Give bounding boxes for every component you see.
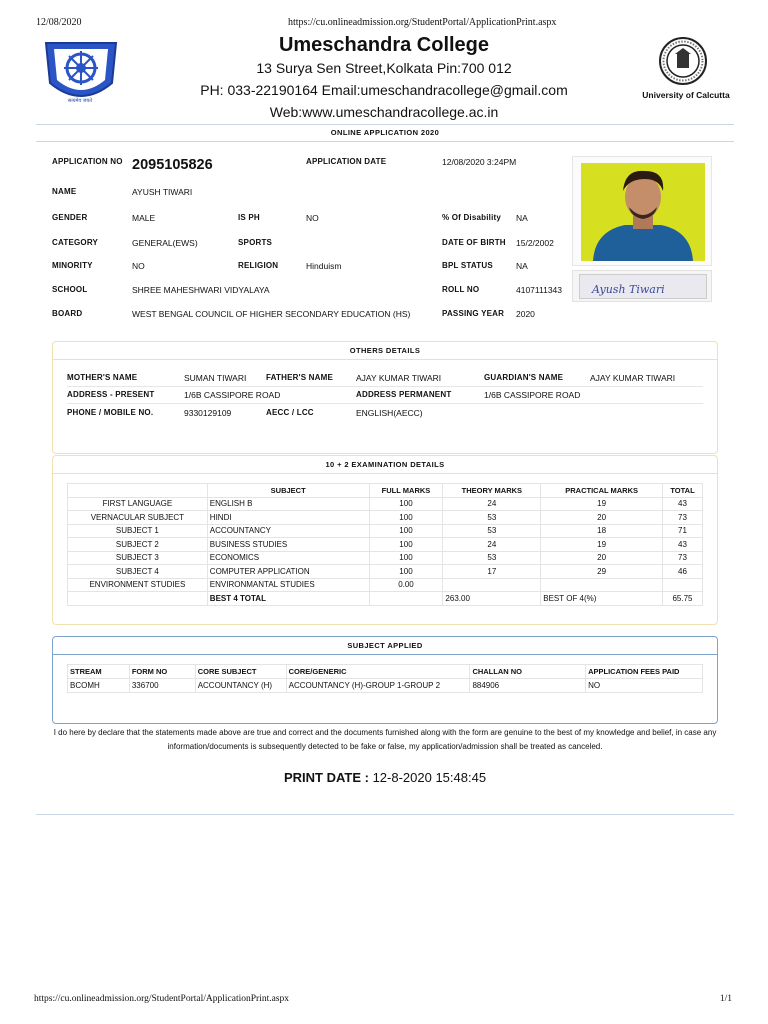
table-row [68, 511, 703, 525]
religion: Hinduism [306, 261, 342, 271]
school: SHREE MAHESHWARI VIDYALAYA [132, 285, 270, 295]
table-cell: 100 [369, 565, 443, 579]
disability-label: % Of Disability [442, 213, 502, 222]
table-row [68, 551, 703, 565]
is-ph-label: IS PH [238, 213, 260, 222]
name-label: NAME [52, 187, 77, 196]
table-cell: ENGLISH B [207, 497, 369, 511]
minority: NO [132, 261, 145, 271]
subject-header-cell: STREAM [68, 665, 130, 679]
browser-url[interactable]: https://cu.onlineadmission.org/StudentPortal/ApplicationPrint.aspx [288, 17, 557, 28]
table-cell: 53 [443, 511, 541, 525]
dob-label: DATE OF BIRTH [442, 238, 506, 247]
footer-url[interactable]: https://cu.onlineadmission.org/StudentPortal/ApplicationPrint.aspx [34, 994, 289, 1004]
exam-header-cell: THEORY MARKS [443, 484, 541, 498]
table-cell: ACCOUNTANCY (H) [195, 679, 286, 693]
table-cell: 43 [663, 538, 703, 552]
print-date [36, 770, 734, 785]
college-motto: सत्यमेव जयते [67, 98, 93, 104]
dob: 15/2/2002 [516, 238, 554, 248]
application-no-label: APPLICATION NO [52, 157, 123, 166]
table-cell: SUBJECT 4 [68, 565, 208, 579]
applicant-name: AYUSH TIWARI [132, 187, 193, 197]
table-row [68, 565, 703, 579]
divider [36, 814, 734, 815]
college-name: Umeschandra College [278, 34, 490, 56]
table-cell: 100 [369, 551, 443, 565]
subject-header-row [68, 665, 703, 679]
mother-label: MOTHER'S NAME [67, 373, 138, 382]
subject-header-cell: CHALLAN NO [470, 665, 586, 679]
applicant-photo [581, 163, 705, 261]
mother-name: SUMAN TIWARI [184, 373, 247, 383]
table-cell: 24 [443, 538, 541, 552]
table-cell: SUBJECT 3 [68, 551, 208, 565]
phone: 9330129109 [184, 408, 232, 418]
table-cell: 18 [541, 524, 663, 538]
aecc: ENGLISH(AECC) [356, 408, 423, 418]
application-date: 12/08/2020 3:24PM [442, 157, 517, 167]
table-cell: 20 [541, 511, 663, 525]
table-cell: NO [586, 679, 703, 693]
table-cell: ACCOUNTANCY [207, 524, 369, 538]
disability: NA [516, 213, 528, 223]
exam-header-cell [68, 484, 208, 498]
passing-year: 2020 [516, 309, 535, 319]
best4-pct-label: BEST OF 4(%) [541, 592, 663, 606]
table-cell: 336700 [129, 679, 195, 693]
exam-header-cell: PRACTICAL MARKS [541, 484, 663, 498]
table-cell: ENVIRONMENT STUDIES [68, 578, 208, 592]
others-details-title: OTHERS DETAILS [53, 342, 717, 360]
religion-label: RELIGION [238, 261, 279, 270]
phone-label: PHONE / MOBILE NO. [67, 408, 154, 417]
aecc-label: AECC / LCC [266, 408, 314, 417]
table-cell: BUSINESS STUDIES [207, 538, 369, 552]
applicant-photo-frame [572, 156, 712, 266]
gender-label: GENDER [52, 213, 88, 222]
father-label: FATHER'S NAME [266, 373, 334, 382]
address-present: 1/6B CASSIPORE ROAD [184, 390, 281, 400]
signature-frame [572, 270, 712, 302]
minority-label: MINORITY [52, 261, 93, 270]
sports-label: SPORTS [238, 238, 273, 247]
address-present-label: ADDRESS - PRESENT [67, 390, 155, 399]
table-cell: 100 [369, 511, 443, 525]
table-row [68, 578, 703, 592]
table-cell: 29 [541, 565, 663, 579]
best4-total-label: BEST 4 TOTAL [207, 592, 369, 606]
divider [67, 386, 703, 387]
table-cell: ENVIRONMANTAL STUDIES [207, 578, 369, 592]
school-label: SCHOOL [52, 285, 88, 294]
subject-header-cell: APPLICATION FEES PAID [586, 665, 703, 679]
roll-no: 4107111343 [516, 285, 563, 295]
table-cell: 73 [663, 551, 703, 565]
table-cell: SUBJECT 2 [68, 538, 208, 552]
table-cell [541, 578, 663, 592]
person-photo-icon [581, 163, 705, 261]
signature [579, 274, 707, 299]
divider [67, 403, 703, 404]
gender: MALE [132, 213, 156, 223]
table-cell: 100 [369, 497, 443, 511]
page-number: 1/1 [719, 994, 732, 1004]
college-address: 13 Surya Sen Street,Kolkata Pin:700 012 [256, 60, 512, 76]
exam-header-row [68, 484, 703, 498]
bpl-status: NA [516, 261, 528, 271]
category-label: CATEGORY [52, 238, 99, 247]
university-name: University of Calcutta [642, 90, 730, 100]
table-cell: ECONOMICS [207, 551, 369, 565]
best4-row [68, 592, 703, 606]
board: WEST BENGAL COUNCIL OF HIGHER SECONDARY EDUCATION (HS) [132, 309, 411, 319]
university-seal-icon [658, 36, 708, 86]
subject-applied-table [67, 664, 703, 693]
board-label: BOARD [52, 309, 83, 318]
table-cell: 100 [369, 538, 443, 552]
print-date-label: PRINT DATE : [283, 770, 369, 785]
divider [36, 141, 734, 142]
table-cell: 46 [663, 565, 703, 579]
college-header [150, 33, 618, 123]
college-web: Web:www.umeschandracollege.ac.in [269, 104, 499, 120]
table-cell: HINDI [207, 511, 369, 525]
exam-header-cell: SUBJECT [207, 484, 369, 498]
svg-text:Ayush Tiwari: Ayush Tiwari [592, 283, 665, 296]
exam-details-title: 10 + 2 EXAMINATION DETAILS [53, 456, 717, 474]
divider [36, 124, 734, 125]
table-cell: 53 [443, 524, 541, 538]
form-title: ONLINE APPLICATION 2020 [330, 128, 440, 137]
subject-header-cell: CORE SUBJECT [195, 665, 286, 679]
father-name: AJAY KUMAR TIWARI [356, 373, 442, 383]
roll-label: ROLL NO [442, 285, 480, 294]
subject-applied-title: SUBJECT APPLIED [53, 637, 717, 655]
signature-image-icon [580, 275, 708, 300]
table-cell: 73 [663, 511, 703, 525]
best4-pct: 65.75 [663, 592, 703, 606]
table-cell: FIRST LANGUAGE [68, 497, 208, 511]
address-permanent-label: ADDRESS PERMANENT [356, 390, 452, 399]
table-cell: 71 [663, 524, 703, 538]
bpl-label: BPL STATUS [442, 261, 493, 270]
table-cell: COMPUTER APPLICATION [207, 565, 369, 579]
address-permanent: 1/6B CASSIPORE ROAD [484, 390, 581, 400]
table-cell: VERNACULAR SUBJECT [68, 511, 208, 525]
table-cell: 19 [541, 497, 663, 511]
application-no: 2095105826 [132, 157, 213, 173]
table-cell: 43 [663, 497, 703, 511]
print-date-value: 12-8-2020 15:48:45 [372, 770, 487, 785]
table-row [68, 497, 703, 511]
college-contact: PH: 033-22190164 Email:umeschandracollege@gmail.com [200, 82, 568, 98]
subject-header-cell: FORM NO [129, 665, 195, 679]
passing-year-label: PASSING YEAR [442, 309, 505, 318]
table-cell: 17 [443, 565, 541, 579]
table-cell [443, 578, 541, 592]
table-cell: BCOMH [68, 679, 130, 693]
guardian-label: GUARDIAN'S NAME [484, 373, 564, 382]
table-cell: ACCOUNTANCY (H)-GROUP 1-GROUP 2 [286, 679, 470, 693]
guardian-name: AJAY KUMAR TIWARI [590, 373, 676, 383]
browser-date: 12/08/2020 [36, 17, 82, 28]
application-date-label: APPLICATION DATE [306, 157, 387, 166]
table-cell [663, 578, 703, 592]
table-cell: 53 [443, 551, 541, 565]
table-cell: SUBJECT 1 [68, 524, 208, 538]
table-cell: 20 [541, 551, 663, 565]
table-cell: 24 [443, 497, 541, 511]
table-cell: 884906 [470, 679, 586, 693]
declaration: I do here by declare that the statements made above are true and correct and the documents furnished along with the form are genuine to the best of my knowledge and belief, in case any information/documents is subsequently detected to be fake or false, my application/admission shall be treated as canceled. [53, 728, 717, 751]
best4-total: 263.00 [443, 592, 541, 606]
table-cell: 0.00 [369, 578, 443, 592]
exam-header-cell: TOTAL [663, 484, 703, 498]
table-row [68, 679, 703, 693]
table-cell: 19 [541, 538, 663, 552]
is-ph: NO [306, 213, 319, 223]
subject-header-cell: CORE/GENERIC [286, 665, 470, 679]
table-row [68, 524, 703, 538]
exam-table [67, 483, 703, 606]
table-cell [68, 592, 208, 606]
table-cell: 100 [369, 524, 443, 538]
category: GENERAL(EWS) [132, 238, 198, 248]
table-cell [369, 592, 443, 606]
table-row [68, 538, 703, 552]
exam-header-cell: FULL MARKS [369, 484, 443, 498]
